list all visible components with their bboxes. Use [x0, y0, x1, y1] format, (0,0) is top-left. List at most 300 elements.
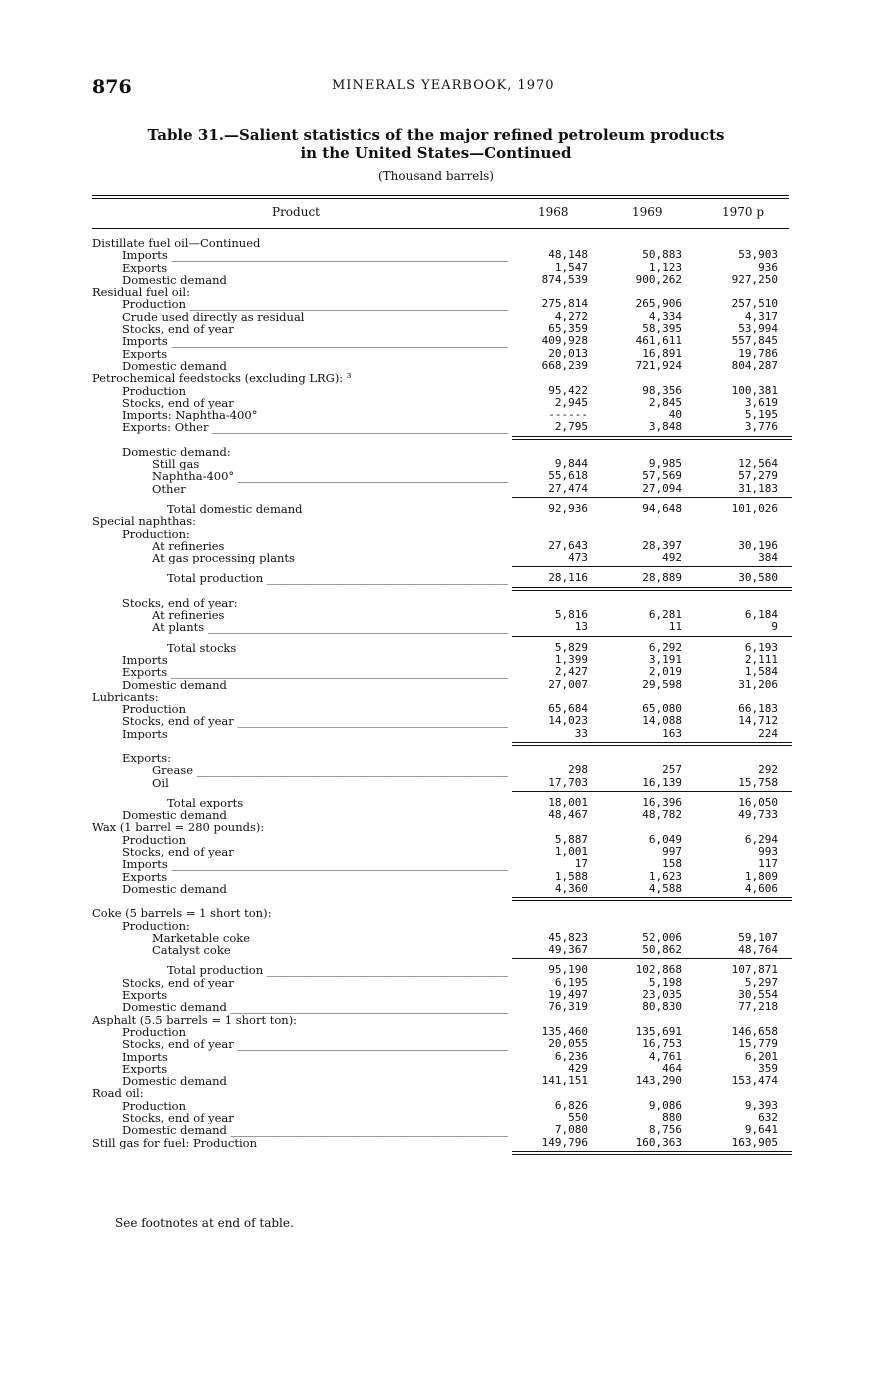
cell-value-1969: 9,985	[648, 457, 682, 471]
cell-value-1970: 3,619	[744, 395, 778, 409]
table-row	[92, 397, 812, 409]
cell-value-1970: 15,758	[738, 775, 778, 789]
cell-value-1968: 5,829	[554, 640, 588, 654]
table-row	[92, 834, 812, 846]
cell-value-1968: 4,360	[554, 881, 588, 895]
row-label: At refineries _____	[152, 540, 508, 552]
cell-value-1968: 1,399	[554, 652, 588, 666]
table-row	[92, 1087, 812, 1099]
cell-value-1970: 927,250	[731, 272, 778, 286]
cell-value-1969: 135,691	[635, 1024, 682, 1038]
cell-value-1970: 16,050	[738, 795, 778, 809]
row-label: Stocks, end of year _____	[122, 397, 508, 409]
table-row	[92, 964, 812, 976]
header-bottom-rule	[92, 228, 789, 229]
table-row	[92, 944, 812, 956]
table-row	[92, 298, 812, 310]
column-header-1969: 1969	[632, 205, 663, 219]
table-title-line-1: Table 31.—Salient statistics of the major refined petroleum products	[147, 126, 725, 144]
cell-value-1969: 16,753	[642, 1037, 682, 1051]
table-row	[92, 1137, 812, 1149]
table-row	[92, 249, 812, 261]
row-label: Production:	[122, 919, 190, 932]
cell-value-1970: 15,779	[738, 1037, 778, 1051]
cell-value-1969: 997	[662, 845, 682, 859]
row-label: Total exports _____	[167, 797, 508, 809]
table-row	[92, 483, 812, 495]
row-label: Other _____	[152, 483, 508, 495]
table-row	[92, 621, 812, 633]
row-label: Exports: Other _____	[122, 421, 508, 433]
cell-value-1970: 163,905	[731, 1135, 778, 1149]
cell-value-1970: 993	[758, 845, 778, 859]
cell-value-1970: 57,279	[738, 469, 778, 483]
cell-value-1970: 30,554	[738, 988, 778, 1002]
cell-value-1968: 1,547	[554, 260, 588, 274]
cell-value-1968: 48,467	[548, 808, 588, 822]
cell-value-1969: 160,363	[635, 1135, 682, 1149]
cell-value-1970: 12,564	[738, 457, 778, 471]
cell-value-1968: 2,945	[554, 395, 588, 409]
table-row	[92, 797, 812, 809]
table-title	[0, 126, 872, 162]
cell-value-1968: 5,816	[554, 608, 588, 622]
table-row	[92, 728, 812, 740]
table-row	[92, 311, 812, 323]
table-row	[92, 977, 812, 989]
row-label: Domestic demand:	[122, 445, 231, 459]
cell-value-1968: 668,239	[541, 358, 588, 372]
cell-value-1968: 141,151	[541, 1074, 588, 1088]
row-label: Imports _____	[122, 654, 508, 666]
table-row	[92, 871, 812, 883]
row-label: Exports _____	[122, 666, 508, 678]
cell-value-1968: 1,001	[554, 845, 588, 859]
cell-value-1969: 52,006	[642, 930, 682, 944]
cell-value-1969: 29,598	[642, 677, 682, 691]
table-row	[92, 907, 812, 919]
row-label: Catalyst coke _____	[152, 944, 508, 956]
row-label: Stocks, end of year _____	[122, 977, 508, 989]
table-row	[92, 1026, 812, 1038]
cell-value-1970: 6,184	[744, 608, 778, 622]
row-label: Domestic demand _____	[122, 1001, 508, 1013]
cell-value-1968: 6,826	[554, 1098, 588, 1112]
cell-value-1970: 5,195	[744, 408, 778, 422]
row-label: Still gas for fuel: Production _____	[92, 1137, 508, 1149]
cell-value-1970: 31,206	[738, 677, 778, 691]
cell-value-1970: 30,580	[738, 571, 778, 585]
row-label: Imports _____	[122, 728, 508, 740]
cell-value-1969: 4,761	[648, 1049, 682, 1063]
cell-value-1970: 632	[758, 1111, 778, 1124]
cell-value-1969: 50,883	[642, 248, 682, 262]
table-row	[92, 597, 812, 609]
row-label: Domestic demand _____	[122, 883, 508, 895]
table-row	[92, 503, 812, 515]
row-label: Exports _____	[122, 871, 508, 883]
table-rule	[92, 634, 812, 642]
cell-value-1969: 48,782	[642, 808, 682, 822]
cell-value-1970: 257,510	[731, 297, 778, 311]
cell-value-1970: 48,764	[738, 943, 778, 957]
row-label: Stocks, end of year _____	[122, 846, 508, 858]
table-row	[92, 654, 812, 666]
table-row	[92, 1038, 812, 1050]
table-row	[92, 274, 812, 286]
cell-value-1969: 9,086	[648, 1098, 682, 1112]
row-label: Production _____	[122, 385, 508, 397]
row-label: Asphalt (5.5 barrels = 1 short ton):	[92, 1013, 298, 1026]
cell-value-1970: 4,317	[744, 309, 778, 323]
cell-value-1968: 2,795	[554, 420, 588, 434]
cell-value-1969: 27,094	[642, 481, 682, 495]
row-label: Exports:	[122, 751, 172, 765]
cell-value-1969: 1,623	[648, 869, 682, 883]
cell-value-1968: 95,422	[548, 383, 588, 397]
cell-value-1969: 6,281	[648, 608, 682, 622]
cell-value-1970: 292	[758, 763, 778, 777]
table-row	[92, 883, 812, 895]
table-row	[92, 335, 812, 347]
table-row	[92, 858, 812, 870]
cell-value-1968: 9,844	[554, 457, 588, 471]
cell-value-1969: 265,906	[635, 297, 682, 311]
table-row	[92, 679, 812, 691]
cell-value-1968: 45,823	[548, 930, 588, 944]
cell-value-1970: 117	[758, 857, 778, 871]
table-row	[92, 691, 812, 703]
cell-value-1970: 101,026	[731, 501, 778, 515]
row-label: Naphtha-400° _____	[152, 470, 508, 482]
cell-value-1970: 1,809	[744, 869, 778, 883]
table-rule	[92, 956, 812, 964]
cell-value-1969: 98,356	[642, 383, 682, 397]
row-label: At gas processing plants _____	[152, 552, 508, 564]
cell-value-1968: 28,116	[548, 571, 588, 585]
cell-value-1968: 6,195	[554, 975, 588, 989]
cell-value-1970: 5,297	[744, 975, 778, 989]
row-label: Stocks, end of year _____	[122, 323, 508, 335]
table-rule	[92, 895, 812, 907]
row-label: Stocks, end of year _____	[122, 1038, 508, 1050]
row-label: Domestic demand _____	[122, 1075, 508, 1087]
table-row	[92, 515, 812, 527]
table-row	[92, 666, 812, 678]
row-label: Production _____	[122, 703, 508, 715]
cell-value-1968: 7,080	[554, 1123, 588, 1137]
row-label: Imports: Naphtha-400° _____	[122, 409, 508, 421]
table-row	[92, 752, 812, 764]
cell-value-1969: 14,088	[642, 714, 682, 728]
cell-value-1970: 804,287	[731, 358, 778, 372]
table-row	[92, 360, 812, 372]
row-label: Imports _____	[122, 249, 508, 261]
cell-value-1968: 1,588	[554, 869, 588, 883]
table-row	[92, 446, 812, 458]
cell-value-1969: 23,035	[642, 988, 682, 1002]
cell-value-1969: 3,191	[648, 652, 682, 666]
cell-value-1970: 224	[758, 726, 778, 740]
table-rule	[92, 1149, 812, 1161]
cell-value-1968: 92,936	[548, 501, 588, 515]
cell-value-1968: 95,190	[548, 963, 588, 977]
cell-value-1968: 550	[568, 1111, 588, 1124]
cell-value-1970: 3,776	[744, 420, 778, 434]
table-rule	[92, 740, 812, 752]
table-row	[92, 609, 812, 621]
table-row	[92, 920, 812, 932]
row-label: Total production _____	[167, 964, 508, 976]
cell-value-1969: 257	[662, 763, 682, 777]
cell-value-1969: 158	[662, 857, 682, 871]
table-row	[92, 458, 812, 470]
cell-value-1970: 9	[771, 620, 778, 634]
row-label: Stocks, end of year _____	[122, 1112, 508, 1124]
column-header-product: Product	[272, 205, 320, 219]
row-label: Exports _____	[122, 262, 508, 274]
row-label: Stocks, end of year:	[122, 596, 238, 610]
table-row	[92, 372, 812, 384]
cell-value-1970: 14,712	[738, 714, 778, 728]
table-row	[92, 237, 812, 249]
row-label: Lubricants:	[92, 690, 159, 704]
table-row	[92, 528, 812, 540]
cell-value-1968: 135,460	[541, 1024, 588, 1038]
cell-value-1970: 557,845	[731, 334, 778, 348]
table-row	[92, 572, 812, 584]
cell-value-1968: 6,236	[554, 1049, 588, 1063]
row-label: Domestic demand _____	[122, 679, 508, 691]
table-rule	[92, 564, 812, 572]
cell-value-1968: 473	[568, 551, 588, 565]
cell-value-1969: 58,395	[642, 322, 682, 336]
row-label: Total domestic demand _____	[167, 503, 508, 515]
row-label: Still gas _____	[152, 458, 508, 470]
cell-value-1968: 27,007	[548, 677, 588, 691]
table-row	[92, 1051, 812, 1063]
row-label: Exports _____	[122, 1063, 508, 1075]
row-label: Distillate fuel oil—Continued	[92, 237, 261, 250]
cell-value-1970: 153,474	[731, 1074, 778, 1088]
row-label: Production _____	[122, 1100, 508, 1112]
row-label: Domestic demand _____	[122, 809, 508, 821]
table-row	[92, 715, 812, 727]
cell-value-1970: 6,201	[744, 1049, 778, 1063]
row-label: Residual fuel oil:	[92, 286, 190, 299]
row-label: Oil _____	[152, 777, 508, 789]
row-label: Road oil:	[92, 1087, 144, 1100]
cell-value-1969: 2,845	[648, 395, 682, 409]
cell-value-1969: 65,080	[642, 702, 682, 716]
table-row	[92, 1075, 812, 1087]
cell-value-1968: 20,013	[548, 346, 588, 360]
cell-value-1969: 50,862	[642, 943, 682, 957]
cell-value-1969: 28,889	[642, 571, 682, 585]
table-row	[92, 262, 812, 274]
cell-value-1969: 80,830	[642, 1000, 682, 1014]
table-row	[92, 777, 812, 789]
cell-value-1968: 19,497	[548, 988, 588, 1002]
cell-value-1969: 11	[668, 620, 682, 634]
cell-value-1968: 65,359	[548, 322, 588, 336]
table-row	[92, 1014, 812, 1026]
cell-value-1970: 66,183	[738, 702, 778, 716]
cell-value-1968: 874,539	[541, 272, 588, 286]
cell-value-1968: ------	[548, 408, 588, 422]
table-row	[92, 809, 812, 821]
row-label: At refineries _____	[152, 609, 508, 621]
cell-value-1969: 6,049	[648, 832, 682, 846]
table-row	[92, 470, 812, 482]
cell-value-1970: 9,393	[744, 1098, 778, 1112]
table-rule	[92, 434, 812, 446]
row-label: Imports _____	[122, 1051, 508, 1063]
row-label: Wax (1 barrel = 280 pounds):	[92, 821, 265, 834]
cell-value-1968: 18,001	[548, 795, 588, 809]
cell-value-1969: 28,397	[642, 538, 682, 552]
cell-value-1968: 5,887	[554, 832, 588, 846]
cell-value-1968: 76,319	[548, 1000, 588, 1014]
cell-value-1970: 31,183	[738, 481, 778, 495]
row-label: Total stocks _____	[167, 642, 508, 654]
table-row	[92, 385, 812, 397]
table-row	[92, 1001, 812, 1013]
statistics-table	[92, 237, 812, 1161]
cell-value-1969: 94,648	[642, 501, 682, 515]
row-label: Total production _____	[167, 572, 508, 584]
table-row	[92, 1124, 812, 1136]
row-label: Special naphthas:	[92, 515, 197, 528]
table-row	[92, 1063, 812, 1075]
table-row	[92, 703, 812, 715]
cell-value-1968: 27,643	[548, 538, 588, 552]
table-row	[92, 409, 812, 421]
table-row	[92, 348, 812, 360]
cell-value-1968: 27,474	[548, 481, 588, 495]
table-top-rule-2	[92, 198, 789, 199]
row-label: Coke (5 barrels = 1 short ton):	[92, 907, 272, 920]
row-label: Exports _____	[122, 348, 508, 360]
row-label: Production _____	[122, 834, 508, 846]
cell-value-1968: 13	[574, 620, 588, 634]
cell-value-1969: 143,290	[635, 1074, 682, 1088]
cell-value-1969: 16,396	[642, 795, 682, 809]
table-row	[92, 764, 812, 776]
cell-value-1970: 30,196	[738, 538, 778, 552]
cell-value-1968: 17,703	[548, 775, 588, 789]
row-label: Marketable coke _____	[152, 932, 508, 944]
cell-value-1968: 14,023	[548, 714, 588, 728]
cell-value-1969: 102,868	[635, 963, 682, 977]
cell-value-1970: 6,294	[744, 832, 778, 846]
cell-value-1970: 49,733	[738, 808, 778, 822]
cell-value-1969: 16,139	[642, 775, 682, 789]
cell-value-1968: 48,148	[548, 248, 588, 262]
table-top-rule	[92, 195, 789, 196]
row-label: Crude used directly as residual _____	[122, 311, 508, 323]
table-unit: (Thousand barrels)	[378, 169, 494, 183]
cell-value-1969: 464	[662, 1061, 682, 1075]
cell-value-1969: 16,891	[642, 346, 682, 360]
column-header-1970: 1970 p	[722, 205, 765, 219]
cell-value-1969: 880	[662, 1111, 682, 1124]
table-row	[92, 1112, 812, 1124]
table-rule	[92, 789, 812, 797]
table-row	[92, 932, 812, 944]
cell-value-1969: 1,123	[648, 260, 682, 274]
cell-value-1968: 298	[568, 763, 588, 777]
cell-value-1969: 40	[668, 408, 682, 422]
row-label: Stocks, end of year _____	[122, 715, 508, 727]
cell-value-1970: 359	[758, 1061, 778, 1075]
cell-value-1969: 6,292	[648, 640, 682, 654]
row-label: Domestic demand _____	[122, 1124, 508, 1136]
cell-value-1970: 53,903	[738, 248, 778, 262]
cell-value-1969: 2,019	[648, 665, 682, 679]
cell-value-1968: 4,272	[554, 309, 588, 323]
table-row	[92, 846, 812, 858]
cell-value-1970: 77,218	[738, 1000, 778, 1014]
cell-value-1969: 8,756	[648, 1123, 682, 1137]
row-label: Petrochemical feedstocks (excluding LRG): ³	[92, 372, 352, 385]
table-rule	[92, 585, 812, 597]
cell-value-1969: 461,611	[635, 334, 682, 348]
page-number: 876	[92, 76, 132, 98]
cell-value-1968: 409,928	[541, 334, 588, 348]
row-label: Imports _____	[122, 858, 508, 870]
cell-value-1969: 721,924	[635, 358, 682, 372]
table-row	[92, 1100, 812, 1112]
cell-value-1968: 33	[574, 726, 588, 740]
cell-value-1970: 53,994	[738, 322, 778, 336]
cell-value-1970: 384	[758, 551, 778, 565]
row-label: Grease _____	[152, 764, 508, 776]
table-title-line-2: in the United States—Continued	[300, 144, 572, 162]
cell-value-1968: 65,684	[548, 702, 588, 716]
row-label: Domestic demand _____	[122, 360, 508, 372]
cell-value-1968: 275,814	[541, 297, 588, 311]
cell-value-1970: 9,641	[744, 1123, 778, 1137]
cell-value-1970: 936	[758, 260, 778, 274]
table-row	[92, 642, 812, 654]
cell-value-1968: 20,055	[548, 1037, 588, 1051]
row-label: At plants _____	[152, 621, 508, 633]
cell-value-1970: 107,871	[731, 963, 778, 977]
cell-value-1968: 429	[568, 1061, 588, 1075]
cell-value-1970: 6,193	[744, 640, 778, 654]
table-row	[92, 421, 812, 433]
cell-value-1970: 19,786	[738, 346, 778, 360]
cell-value-1969: 492	[662, 551, 682, 565]
cell-value-1969: 4,334	[648, 309, 682, 323]
cell-value-1969: 57,569	[642, 469, 682, 483]
table-row	[92, 989, 812, 1001]
row-label: Production:	[122, 527, 190, 540]
cell-value-1969: 163	[662, 726, 682, 740]
table-row	[92, 552, 812, 564]
running-head: MINERALS YEARBOOK, 1970	[332, 78, 555, 93]
row-label: Exports _____	[122, 989, 508, 1001]
cell-value-1970: 59,107	[738, 930, 778, 944]
table-rule	[92, 495, 812, 503]
column-header-1968: 1968	[538, 205, 569, 219]
cell-value-1968: 17	[574, 857, 588, 871]
cell-value-1968: 49,367	[548, 943, 588, 957]
cell-value-1968: 2,427	[554, 665, 588, 679]
cell-value-1969: 900,262	[635, 272, 682, 286]
cell-value-1968: 149,796	[541, 1135, 588, 1149]
